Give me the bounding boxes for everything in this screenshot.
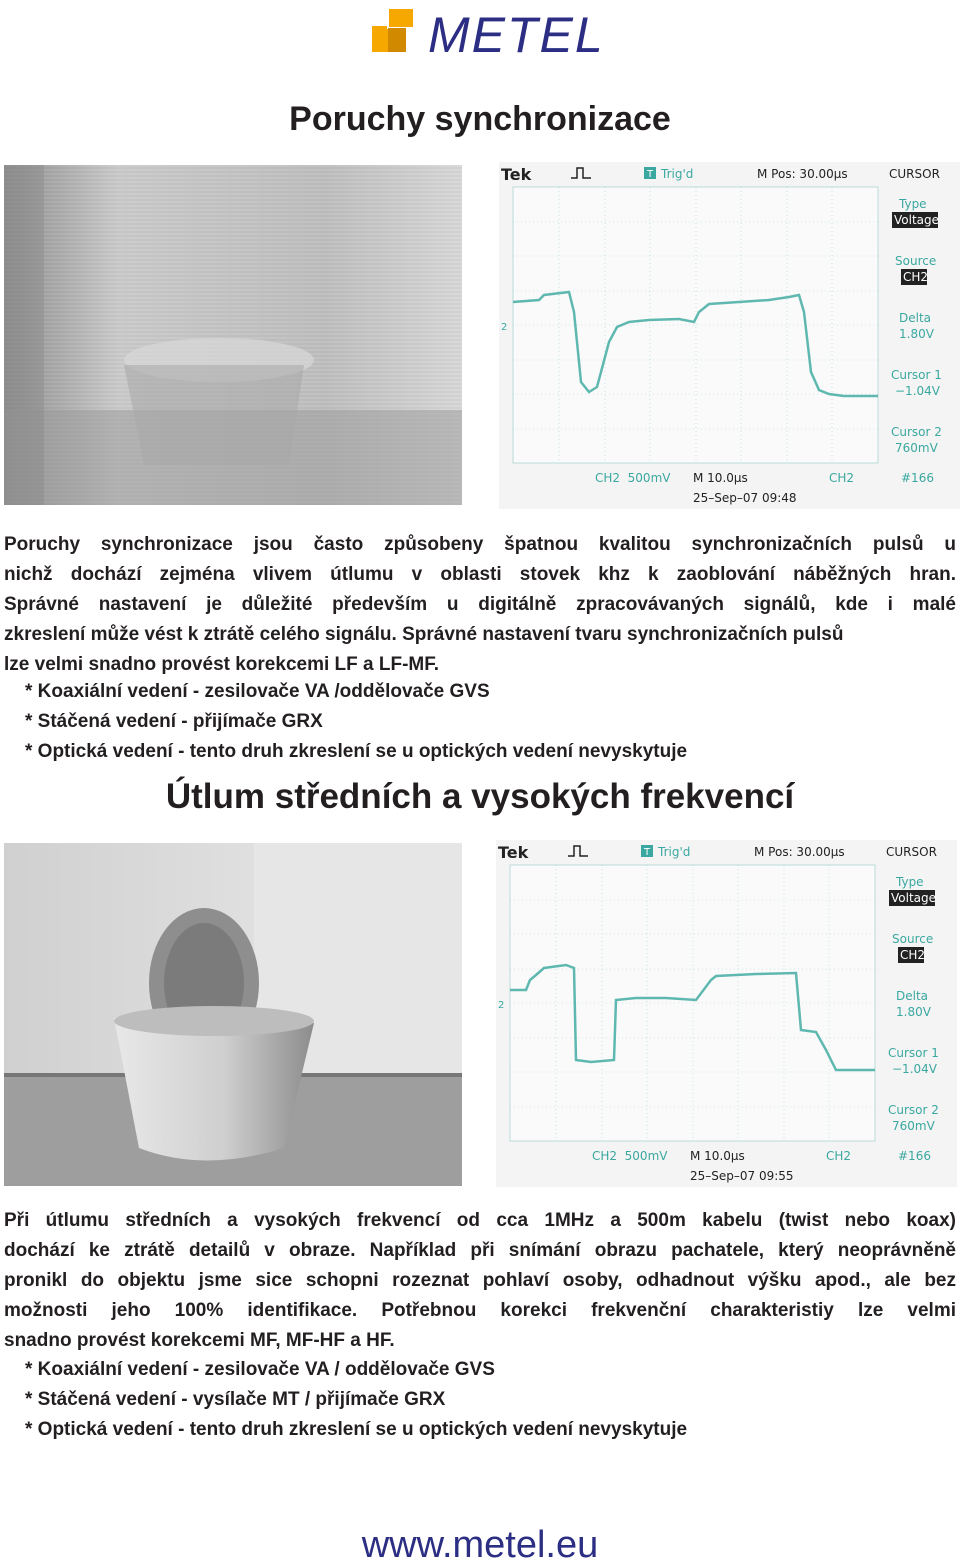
section-title: Útlum středních a vysokých frekvencí (165, 777, 795, 816)
cursor-menu-title: CURSOR (886, 845, 937, 859)
timebase: M 10.0µs (693, 471, 748, 485)
trigger-pulse-icon (568, 846, 588, 856)
svg-text:Cursor 1: Cursor 1 (891, 368, 942, 382)
svg-text:CH2: CH2 (903, 270, 929, 284)
svg-text:760mV: 760mV (892, 1119, 935, 1133)
svg-text:Source: Source (895, 254, 937, 268)
scope-grid (510, 865, 875, 1141)
mpos-readout: M Pos: 30.00µs (754, 845, 845, 859)
scope-grid (513, 187, 878, 463)
page-title: Poruchy synchronizace (289, 100, 671, 138)
timebase: M 10.0µs (690, 1149, 745, 1163)
trigger-status: Trig'd (661, 167, 694, 181)
trigger-source: CH2 (826, 1149, 852, 1163)
svg-text:−1.04V: −1.04V (892, 1062, 937, 1076)
svg-text:Cursor 2: Cursor 2 (888, 1103, 939, 1117)
record-number: #166 (898, 1149, 931, 1163)
cactus-photo (4, 843, 462, 1186)
list-item: * Optická vedení - tento druh zkreslení se u optických vedení nevyskytuje (25, 741, 688, 762)
svg-text:Cursor 2: Cursor 2 (891, 425, 942, 439)
list-item: * Stáčená vedení - přijímače GRX (25, 711, 323, 732)
svg-text:2: 2 (501, 322, 508, 333)
svg-text:−1.04V: −1.04V (895, 384, 940, 398)
oscilloscope-screenshot-1 (499, 162, 960, 509)
list-item: * Koaxiální vedení - zesilovače VA / oddělovače GVS (25, 1359, 495, 1380)
logo-text: METEL (428, 7, 605, 58)
channel-scale: CH2 500mV (595, 471, 671, 485)
cursor-menu-title: CURSOR (889, 167, 940, 181)
capture-date: 25–Sep–07 09:48 (693, 491, 797, 505)
svg-text:Delta: Delta (899, 311, 932, 325)
svg-text:1.80V: 1.80V (896, 1005, 931, 1019)
attenuation-solutions-list (25, 1355, 687, 1445)
svg-text:Voltage: Voltage (891, 891, 937, 905)
svg-text:Type: Type (896, 875, 924, 889)
attenuation-description: Při útlumu středních a vysokých frekvencí od cca 1MHz a 500m kabelu (twist nebo koax) dochází ke ztrátě detailů v obraze. Například při snímání obrazu pachatele, který neoprávněně pronikl do objektu jsme sice schopni rozeznat pohlaví osoby, odhadnout výšku apod., ale bez možnosti jeho 100% identifikace. Potřebnou korekci frekvenční charakteristiy lze velmi snadno provést korekcemi MF, MF-HF a HF. (4, 1210, 956, 1351)
svg-text:Delta: Delta (896, 989, 929, 1003)
mpos-readout: M Pos: 30.00µs (757, 167, 848, 181)
record-number: #166 (901, 471, 934, 485)
svg-text:T: T (644, 847, 651, 858)
svg-text:1.80V: 1.80V (899, 327, 934, 341)
svg-text:CH2: CH2 (900, 948, 926, 962)
list-item: * Koaxiální vedení - zesilovače VA /oddělovače GVS (25, 681, 490, 702)
list-item: * Stáčená vedení - vysílače MT / přijímače GRX (25, 1389, 446, 1410)
logo-mark-icon (372, 8, 414, 52)
distorted-cactus-photo (4, 165, 462, 505)
trigger-pulse-icon (571, 168, 591, 178)
sync-solutions-list (25, 677, 687, 767)
svg-text:760mV: 760mV (895, 441, 938, 455)
svg-text:2: 2 (498, 1000, 505, 1011)
svg-text:Cursor 1: Cursor 1 (888, 1046, 939, 1060)
scope-brand: Tek (501, 165, 532, 184)
oscilloscope-screenshot-2 (496, 840, 957, 1187)
svg-text:T: T (647, 169, 654, 180)
svg-text:Source: Source (892, 932, 934, 946)
channel-scale: CH2 500mV (592, 1149, 668, 1163)
website-link[interactable]: www.metel.eu (361, 1524, 599, 1566)
metel-logo (368, 2, 613, 58)
svg-text:Type: Type (899, 197, 927, 211)
scope-brand: Tek (498, 843, 529, 862)
sync-description: Poruchy synchronizace jsou často způsobeny špatnou kvalitou synchronizačních pulsů u nichž dochází zejména vlivem útlumu v oblasti stovek khz k zaoblování náběžných hran. Správné nastavení je důležité především u digitálně zpracovávaných signálů, kde i malé zkreslení může vést k ztrátě celého signálu. Správné nastavení tvaru synchronizačních pulsů lze velmi snadno provést korekcemi LF a LF-MF. (4, 534, 956, 675)
svg-text:Voltage: Voltage (894, 213, 940, 227)
trigger-status: Trig'd (658, 845, 691, 859)
list-item: * Optická vedení - tento druh zkreslení se u optických vedení nevyskytuje (25, 1419, 688, 1440)
trigger-source: CH2 (829, 471, 855, 485)
capture-date: 25–Sep–07 09:55 (690, 1169, 794, 1183)
